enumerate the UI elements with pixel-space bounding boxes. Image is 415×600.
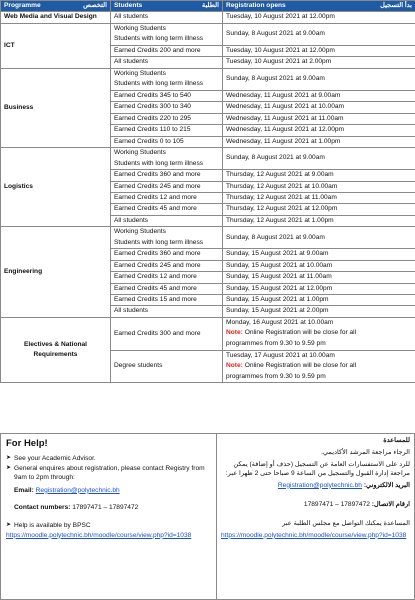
- students-cell: [111, 23, 223, 45]
- students-cell: Earned Credits 360 and more: [111, 170, 223, 181]
- contact-label: Contact numbers:: [14, 504, 71, 512]
- students-cell: Earned Credits 200 and more: [111, 46, 223, 57]
- header-programme-en: Programme: [4, 2, 41, 9]
- bpsc-moodle-link-ar[interactable]: https://moodle.polytechnic.bh/moodle/course/view.php?id=1038: [221, 531, 407, 539]
- students-line: Students with long term illness: [114, 80, 204, 88]
- header-programme: [1, 1, 111, 12]
- date-cell: Sunday, 15 August 2021 at 12.00pm: [223, 283, 415, 294]
- email-label: Email:: [14, 486, 34, 494]
- date-cell: Sunday, 8 August 2021 at 9.00am: [223, 23, 415, 45]
- date-cell: Wednesday, 11 August 2021 at 12.00pm: [223, 125, 415, 136]
- header-students: [111, 1, 223, 12]
- students-cell: All students: [111, 12, 223, 23]
- programme-business: Business: [1, 68, 111, 147]
- date-cell: Sunday, 8 August 2021 at 9.00am: [223, 227, 415, 249]
- students-cell: Earned Credits 110 to 215: [111, 125, 223, 136]
- date-line: Tuesday, 17 August 2021 at 10.00am: [226, 351, 335, 359]
- table-header-row: [1, 1, 415, 12]
- note-text: Online Registration will be close for all: [244, 362, 357, 370]
- students-cell: Earned Credits 12 and more: [111, 193, 223, 204]
- header-registration-opens: [223, 1, 415, 12]
- students-line: Students with long term illness: [114, 238, 204, 246]
- table-row: [1, 68, 415, 90]
- date-cell: Sunday, 8 August 2021 at 9.00am: [223, 68, 415, 90]
- date-cell: Sunday, 8 August 2021 at 9.00am: [223, 148, 415, 170]
- note-line: [226, 328, 412, 339]
- help-item-advisor: [6, 454, 211, 464]
- programme-engineering: Engineering: [1, 227, 111, 318]
- students-cell: Earned Credits 12 and more: [111, 272, 223, 283]
- contact-label-ar: ارقام الاتصال:: [371, 501, 410, 509]
- programme-ict: ICT: [1, 23, 111, 68]
- students-cell: All students: [111, 215, 223, 226]
- note-label: Note:: [226, 329, 243, 337]
- date-cell: Tuesday, 10 August 2021 at 2.00pm: [223, 57, 415, 68]
- contact-numbers-ar: 17897471 – 17897472: [303, 501, 370, 509]
- help-section: [0, 433, 415, 600]
- date-cell: Thursday, 12 August 2021 at 9.00am: [223, 170, 415, 181]
- students-cell: [111, 68, 223, 90]
- date-cell: Thursday, 12 August 2021 at 12.00pm: [223, 204, 415, 215]
- arrow-icon: ➤: [6, 521, 12, 528]
- header-opens-ar: بدأ التسجيل: [380, 2, 412, 9]
- date-cell: Sunday, 15 August 2021 at 1.00pm: [223, 295, 415, 306]
- date-cell: Sunday, 15 August 2021 at 2.00pm: [223, 306, 415, 317]
- date-cell: Tuesday, 10 August 2021 at 12.00pm: [223, 12, 415, 23]
- contact-row-ar: [221, 500, 410, 509]
- date-cell: Wednesday, 11 August 2021 at 9.00am: [223, 91, 415, 102]
- help-english: [1, 434, 217, 599]
- date-cell: Wednesday, 11 August 2021 at 1.00pm: [223, 136, 415, 147]
- students-line: Students with long term illness: [114, 35, 204, 43]
- programme-web-media: Web Media and Visual Design: [1, 12, 111, 23]
- note-line-2: programmes from 9.30 to 9.59 pm: [226, 372, 326, 380]
- email-label-ar: البريد الالكتروني:: [363, 481, 410, 489]
- header-opens-en: Registration opens: [226, 2, 286, 9]
- students-cell: All students: [111, 57, 223, 68]
- students-cell: Earned Credits 45 and more: [111, 283, 223, 294]
- date-line: Monday, 16 August 2021 at 10.00am: [226, 318, 334, 326]
- students-line: Working Students: [114, 69, 166, 77]
- table-row: [1, 317, 415, 350]
- students-cell: Earned Credits 0 to 105: [111, 136, 223, 147]
- help-item-bpsc: [6, 521, 211, 531]
- students-line: Working Students: [114, 228, 166, 236]
- note-text: Online Registration will be close for all: [244, 329, 357, 337]
- students-cell: Earned Credits 15 and more: [111, 295, 223, 306]
- students-cell: [111, 148, 223, 170]
- arrow-icon: ➤: [6, 464, 12, 471]
- table-row: [1, 23, 415, 45]
- date-cell: Thursday, 12 August 2021 at 1.00pm: [223, 215, 415, 226]
- students-cell: Earned Credits 245 and more: [111, 260, 223, 271]
- header-students-en: Students: [114, 2, 143, 9]
- help-arabic: [217, 434, 414, 599]
- students-cell: Degree students: [111, 350, 223, 383]
- help-general-ar: للرد على الاستفسارات العامة عن التسجيل (حذف أو إضافة) يمكن مراجعة إدارة القبول والتسجيل من الساعة 9 صباحا حتى 2 ظهرا عبر:: [225, 460, 410, 478]
- registry-email-link-ar[interactable]: Registration@polytechnic.bh: [277, 481, 362, 489]
- help-bpsc-text: Help is available by BPSC: [14, 521, 91, 529]
- note-label: Note:: [226, 362, 243, 370]
- contact-numbers: 17897471 – 17897472: [72, 504, 139, 512]
- help-title-ar: للمساعدة: [383, 437, 410, 444]
- students-cell: Earned Credits 345 to 540: [111, 91, 223, 102]
- date-cell: Wednesday, 11 August 2021 at 10.00am: [223, 102, 415, 113]
- bpsc-moodle-link[interactable]: https://moodle.polytechnic.bh/moodle/course/view.php?id=1038: [6, 531, 192, 539]
- help-bpsc-ar: المساعدة يمكنك التواصل مع مجلس الطلبة عبر: [282, 520, 410, 528]
- programme-logistics: Logistics: [1, 148, 111, 227]
- students-line: Working Students: [114, 149, 166, 157]
- date-cell: Tuesday, 10 August 2021 at 12.00pm: [223, 46, 415, 57]
- help-title: For Help!: [6, 438, 48, 449]
- help-advisor-text: See your Academic Advisor.: [14, 455, 96, 462]
- email-row-ar: [221, 481, 410, 490]
- students-cell: Earned Credits 245 and more: [111, 181, 223, 192]
- date-cell: [223, 317, 415, 350]
- header-programme-ar: التخصص: [83, 2, 107, 9]
- table-row: [1, 227, 415, 249]
- students-cell: Earned Credits 360 and more: [111, 249, 223, 260]
- table-row: [1, 12, 415, 23]
- programme-electives: Electives & National Requirements: [1, 317, 111, 383]
- students-line: Working Students: [114, 24, 166, 32]
- date-cell: Thursday, 12 August 2021 at 11.00am: [223, 193, 415, 204]
- students-line: Students with long term illness: [114, 159, 204, 167]
- date-cell: Sunday, 15 August 2021 at 10.00am: [223, 260, 415, 271]
- students-cell: Earned Credits 45 and more: [111, 204, 223, 215]
- date-cell: Thursday, 12 August 2021 at 10.00am: [223, 181, 415, 192]
- note-line-2: programmes from 9.30 to 9.59 pm: [226, 340, 326, 348]
- date-cell: Sunday, 15 August 2021 at 9.00am: [223, 249, 415, 260]
- help-advisor-ar: الرجاء مراجعة المرشد الأكاديمي.: [321, 449, 410, 457]
- note-line: [226, 361, 412, 372]
- students-cell: Earned Credits 300 to 340: [111, 102, 223, 113]
- table-row: [1, 148, 415, 170]
- date-cell: Sunday, 15 August 2021 at 11.00am: [223, 272, 415, 283]
- registry-email-link[interactable]: Registration@polytechnic.bh: [35, 486, 120, 494]
- students-cell: [111, 227, 223, 249]
- students-cell: Earned Credits 220 to 295: [111, 113, 223, 124]
- help-item-general: [6, 464, 211, 513]
- header-students-ar: الطلبة: [202, 2, 219, 9]
- date-cell: Wednesday, 11 August 2021 at 11.00am: [223, 113, 415, 124]
- students-cell: All students: [111, 306, 223, 317]
- students-cell: Earned Credits 300 and more: [111, 317, 223, 350]
- date-cell: [223, 350, 415, 383]
- help-general-text: General enquires about registration, please contact Registry from 9am to 2pm through:: [14, 464, 205, 482]
- arrow-icon: ➤: [6, 455, 12, 461]
